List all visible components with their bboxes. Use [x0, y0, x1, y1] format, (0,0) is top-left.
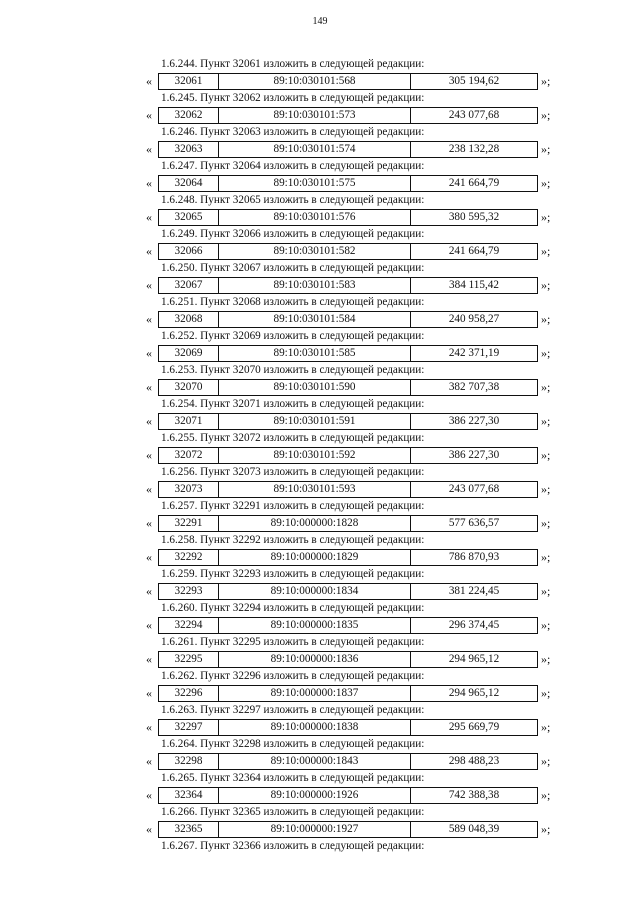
cadastral-value-cell: 241 664,79 [410, 244, 537, 259]
entry-table [158, 685, 538, 702]
entry-table [158, 515, 538, 532]
cadastral-number-cell: 89:10:000000:1837 [218, 686, 410, 701]
entry-table-row [0, 207, 640, 228]
item-number-cell: 32064 [174, 177, 203, 189]
opening-quote: « [146, 108, 152, 122]
amendment-entry [0, 466, 640, 500]
item-number-cell: 32365 [174, 823, 203, 835]
cadastral-value-cell: 386 227,30 [410, 448, 537, 463]
opening-quote: « [146, 448, 152, 462]
entry-heading: 1.6.263. Пункт 32297 изложить в следующей редакции: [161, 704, 425, 716]
opening-quote: « [146, 550, 152, 564]
cadastral-number-cell: 89:10:030101:591 [218, 414, 410, 429]
cadastral-number-cell: 89:10:030101:574 [218, 142, 410, 157]
entry-table [158, 243, 538, 260]
amendment-entry [0, 738, 640, 772]
entry-table-row [0, 615, 640, 636]
entry-table-row [0, 751, 640, 772]
opening-quote: « [146, 788, 152, 802]
entry-heading: 1.6.264. Пункт 32298 изложить в следующей редакции: [161, 738, 425, 750]
cadastral-number-cell: 89:10:030101:573 [218, 108, 410, 123]
closing-quote: »; [541, 516, 551, 530]
opening-quote: « [146, 822, 152, 836]
entry-table [158, 583, 538, 600]
entry-heading: 1.6.267. Пункт 32366 изложить в следующей редакции: [161, 840, 425, 852]
cadastral-number-cell: 89:10:030101:583 [218, 278, 410, 293]
entry-table [158, 379, 538, 396]
cadastral-value-cell: 238 132,28 [410, 142, 537, 157]
opening-quote: « [146, 686, 152, 700]
entry-heading: 1.6.256. Пункт 32073 изложить в следующей редакции: [161, 466, 425, 478]
opening-quote: « [146, 720, 152, 734]
amendment-entry [0, 228, 640, 262]
closing-quote: »; [541, 210, 551, 224]
entry-heading: 1.6.248. Пункт 32065 изложить в следующей редакции: [161, 194, 425, 206]
entry-table-row [0, 683, 640, 704]
cadastral-value-cell: 380 595,32 [410, 210, 537, 225]
cadastral-number-cell: 89:10:030101:593 [218, 482, 410, 497]
entry-table-row [0, 377, 640, 398]
opening-quote: « [146, 652, 152, 666]
entry-table [158, 549, 538, 566]
entry-table [158, 617, 538, 634]
entry-table-row [0, 275, 640, 296]
entry-heading: 1.6.250. Пункт 32067 изложить в следующей редакции: [161, 262, 425, 274]
cadastral-value-cell: 243 077,68 [410, 108, 537, 123]
closing-quote: »; [541, 312, 551, 326]
page-number: 149 [312, 16, 328, 27]
entry-table-row [0, 581, 640, 602]
cadastral-value-cell: 294 965,12 [410, 652, 537, 667]
item-number-cell: 32295 [174, 653, 203, 665]
amendment-entry [0, 534, 640, 568]
entry-heading: 1.6.247. Пункт 32064 изложить в следующей редакции: [161, 160, 425, 172]
amendment-entry [0, 772, 640, 806]
item-number-cell: 32072 [174, 449, 203, 461]
cadastral-value-cell: 589 048,39 [410, 822, 537, 837]
amendment-entry [0, 262, 640, 296]
item-number-cell: 32292 [174, 551, 203, 563]
item-number-cell: 32068 [174, 313, 203, 325]
amendment-entry [0, 92, 640, 126]
entry-table [158, 753, 538, 770]
entry-table-row [0, 547, 640, 568]
item-number-cell: 32297 [174, 721, 203, 733]
closing-quote: »; [541, 142, 551, 156]
entry-table-row [0, 343, 640, 364]
closing-quote: »; [541, 244, 551, 258]
closing-quote: »; [541, 176, 551, 190]
item-number-cell: 32066 [174, 245, 203, 257]
cadastral-value-cell: 386 227,30 [410, 414, 537, 429]
opening-quote: « [146, 584, 152, 598]
amendment-list [0, 58, 640, 874]
item-number-cell: 32063 [174, 143, 203, 155]
entry-table-row [0, 819, 640, 840]
cadastral-value-cell: 786 870,93 [410, 550, 537, 565]
item-number-cell: 32291 [174, 517, 203, 529]
closing-quote: »; [541, 754, 551, 768]
opening-quote: « [146, 210, 152, 224]
item-number-cell: 32069 [174, 347, 203, 359]
cadastral-number-cell: 89:10:000000:1838 [218, 720, 410, 735]
opening-quote: « [146, 176, 152, 190]
cadastral-number-cell: 89:10:030101:568 [218, 74, 410, 89]
entry-heading: 1.6.255. Пункт 32072 изложить в следующей редакции: [161, 432, 425, 444]
cadastral-number-cell: 89:10:030101:575 [218, 176, 410, 191]
cadastral-value-cell: 243 077,68 [410, 482, 537, 497]
cadastral-value-cell: 382 707,38 [410, 380, 537, 395]
amendment-entry [0, 330, 640, 364]
cadastral-value-cell: 294 965,12 [410, 686, 537, 701]
entry-heading: 1.6.260. Пункт 32294 изложить в следующей редакции: [161, 602, 425, 614]
entry-table [158, 787, 538, 804]
item-number-cell: 32061 [174, 75, 203, 87]
cadastral-value-cell: 384 115,42 [410, 278, 537, 293]
entry-heading: 1.6.262. Пункт 32296 изложить в следующей редакции: [161, 670, 425, 682]
cadastral-number-cell: 89:10:000000:1829 [218, 550, 410, 565]
entry-table [158, 277, 538, 294]
closing-quote: »; [541, 278, 551, 292]
cadastral-value-cell: 577 636,57 [410, 516, 537, 531]
entry-table [158, 481, 538, 498]
entry-table-row [0, 445, 640, 466]
entry-heading: 1.6.252. Пункт 32069 изложить в следующей редакции: [161, 330, 425, 342]
amendment-entry-last [0, 840, 640, 874]
item-number-cell: 32065 [174, 211, 203, 223]
opening-quote: « [146, 482, 152, 496]
cadastral-value-cell: 295 669,79 [410, 720, 537, 735]
amendment-entry [0, 806, 640, 840]
cadastral-number-cell: 89:10:030101:584 [218, 312, 410, 327]
amendment-entry [0, 58, 640, 92]
entry-heading: 1.6.259. Пункт 32293 изложить в следующей редакции: [161, 568, 425, 580]
entry-heading: 1.6.251. Пункт 32068 изложить в следующей редакции: [161, 296, 425, 308]
entry-table [158, 651, 538, 668]
amendment-entry [0, 500, 640, 534]
amendment-entry [0, 160, 640, 194]
cadastral-number-cell: 89:10:030101:582 [218, 244, 410, 259]
entry-table-row [0, 785, 640, 806]
opening-quote: « [146, 244, 152, 258]
entry-table [158, 141, 538, 158]
entry-table [158, 821, 538, 838]
entry-table-row [0, 411, 640, 432]
cadastral-number-cell: 89:10:030101:592 [218, 448, 410, 463]
amendment-entry [0, 704, 640, 738]
entry-table [158, 719, 538, 736]
closing-quote: »; [541, 686, 551, 700]
item-number-cell: 32298 [174, 755, 203, 767]
closing-quote: »; [541, 108, 551, 122]
entry-table-row [0, 173, 640, 194]
entry-heading: 1.6.265. Пункт 32364 изложить в следующей редакции: [161, 772, 425, 784]
entry-table-row [0, 139, 640, 160]
closing-quote: »; [541, 448, 551, 462]
closing-quote: »; [541, 822, 551, 836]
entry-table [158, 107, 538, 124]
entry-table-row [0, 71, 640, 92]
closing-quote: »; [541, 584, 551, 598]
entry-table-row [0, 309, 640, 330]
amendment-entry [0, 296, 640, 330]
closing-quote: »; [541, 720, 551, 734]
amendment-entry [0, 636, 640, 670]
cadastral-value-cell: 298 488,23 [410, 754, 537, 769]
closing-quote: »; [541, 74, 551, 88]
entry-heading: 1.6.253. Пункт 32070 изложить в следующей редакции: [161, 364, 425, 376]
closing-quote: »; [541, 414, 551, 428]
entry-table [158, 311, 538, 328]
cadastral-number-cell: 89:10:000000:1836 [218, 652, 410, 667]
entry-table-row [0, 513, 640, 534]
cadastral-number-cell: 89:10:030101:576 [218, 210, 410, 225]
entry-table [158, 209, 538, 226]
opening-quote: « [146, 516, 152, 530]
entry-heading: 1.6.254. Пункт 32071 изложить в следующей редакции: [161, 398, 425, 410]
closing-quote: »; [541, 788, 551, 802]
cadastral-value-cell: 305 194,62 [410, 74, 537, 89]
cadastral-value-cell: 241 664,79 [410, 176, 537, 191]
amendment-entry [0, 670, 640, 704]
cadastral-value-cell: 296 374,45 [410, 618, 537, 633]
closing-quote: »; [541, 380, 551, 394]
amendment-entry [0, 568, 640, 602]
opening-quote: « [146, 142, 152, 156]
entry-heading: 1.6.249. Пункт 32066 изложить в следующей редакции: [161, 228, 425, 240]
closing-quote: »; [541, 482, 551, 496]
amendment-entry [0, 194, 640, 228]
entry-heading: 1.6.257. Пункт 32291 изложить в следующей редакции: [161, 500, 425, 512]
entry-table [158, 73, 538, 90]
cadastral-value-cell: 240 958,27 [410, 312, 537, 327]
cadastral-number-cell: 89:10:030101:585 [218, 346, 410, 361]
cadastral-value-cell: 381 224,45 [410, 584, 537, 599]
entry-heading: 1.6.266. Пункт 32365 изложить в следующей редакции: [161, 806, 425, 818]
amendment-entry [0, 432, 640, 466]
entry-heading: 1.6.245. Пункт 32062 изложить в следующей редакции: [161, 92, 425, 104]
entry-heading: 1.6.258. Пункт 32292 изложить в следующей редакции: [161, 534, 425, 546]
cadastral-value-cell: 742 388,38 [410, 788, 537, 803]
item-number-cell: 32296 [174, 687, 203, 699]
item-number-cell: 32293 [174, 585, 203, 597]
amendment-entry [0, 126, 640, 160]
cadastral-number-cell: 89:10:000000:1835 [218, 618, 410, 633]
entry-table [158, 345, 538, 362]
opening-quote: « [146, 74, 152, 88]
cadastral-number-cell: 89:10:030101:590 [218, 380, 410, 395]
entry-table-row [0, 105, 640, 126]
cadastral-number-cell: 89:10:000000:1828 [218, 516, 410, 531]
item-number-cell: 32364 [174, 789, 203, 801]
cadastral-number-cell: 89:10:000000:1843 [218, 754, 410, 769]
entry-table-row [0, 717, 640, 738]
opening-quote: « [146, 618, 152, 632]
amendment-entry [0, 398, 640, 432]
opening-quote: « [146, 346, 152, 360]
item-number-cell: 32073 [174, 483, 203, 495]
entry-table [158, 175, 538, 192]
opening-quote: « [146, 278, 152, 292]
cadastral-number-cell: 89:10:000000:1834 [218, 584, 410, 599]
item-number-cell: 32070 [174, 381, 203, 393]
entry-table-row [0, 241, 640, 262]
entry-table-row [0, 649, 640, 670]
closing-quote: »; [541, 618, 551, 632]
amendment-entry [0, 364, 640, 398]
cadastral-number-cell: 89:10:000000:1926 [218, 788, 410, 803]
entry-heading: 1.6.244. Пункт 32061 изложить в следующей редакции: [161, 58, 425, 70]
entry-heading: 1.6.261. Пункт 32295 изложить в следующей редакции: [161, 636, 425, 648]
item-number-cell: 32067 [174, 279, 203, 291]
opening-quote: « [146, 380, 152, 394]
cadastral-value-cell: 242 371,19 [410, 346, 537, 361]
opening-quote: « [146, 312, 152, 326]
entry-heading: 1.6.246. Пункт 32063 изложить в следующей редакции: [161, 126, 425, 138]
entry-table [158, 413, 538, 430]
item-number-cell: 32062 [174, 109, 203, 121]
closing-quote: »; [541, 346, 551, 360]
cadastral-number-cell: 89:10:000000:1927 [218, 822, 410, 837]
item-number-cell: 32071 [174, 415, 203, 427]
closing-quote: »; [541, 652, 551, 666]
opening-quote: « [146, 754, 152, 768]
entry-table-row [0, 479, 640, 500]
closing-quote: »; [541, 550, 551, 564]
amendment-entry [0, 602, 640, 636]
entry-table [158, 447, 538, 464]
opening-quote: « [146, 414, 152, 428]
item-number-cell: 32294 [174, 619, 203, 631]
